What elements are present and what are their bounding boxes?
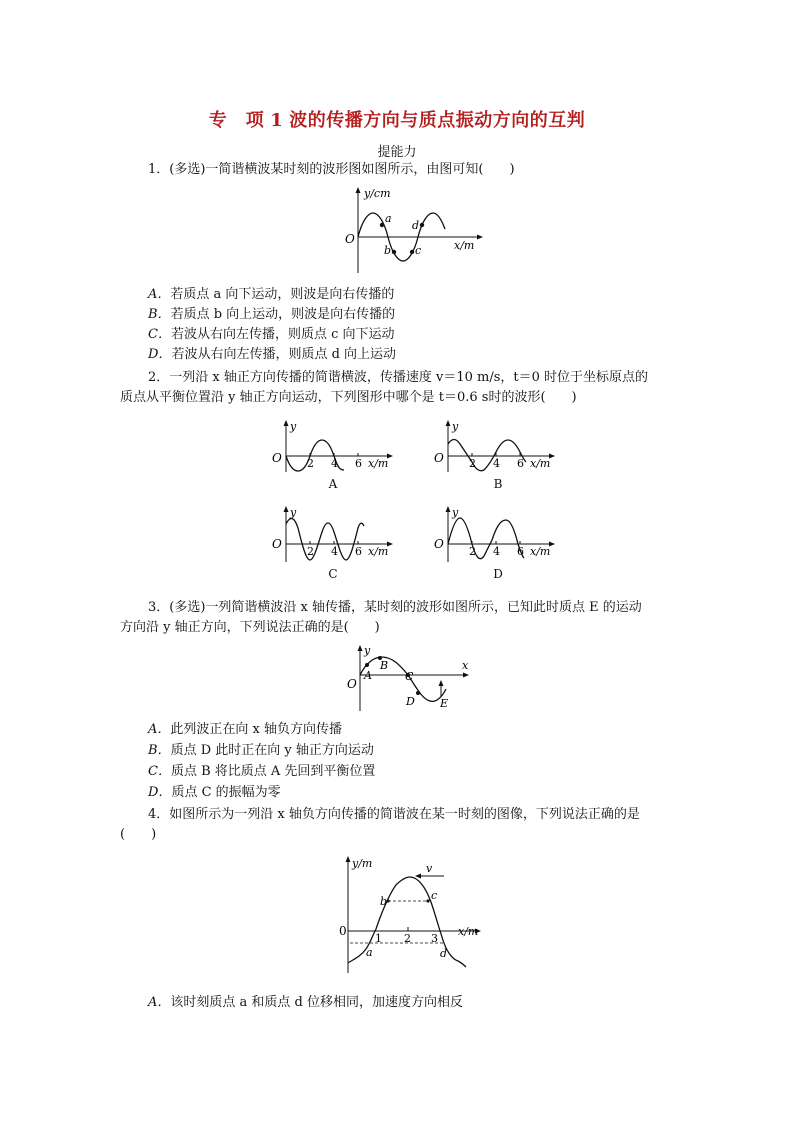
q3-figure xyxy=(342,643,474,713)
label-d: d xyxy=(440,947,448,960)
point-a xyxy=(380,223,384,227)
svg-text:x/m: x/m xyxy=(368,457,389,470)
svg-text:O: O xyxy=(272,537,282,551)
q1-stem: 1．(多选)一简谐横波某时刻的波形图如图所示，由图可知( ) xyxy=(148,162,515,177)
q3-stem-line1: 3．(多选)一列简谐横波沿 x 轴传播，某时刻的波形如图所示，已知此时质点 E 的运动 xyxy=(148,600,642,615)
q1-option-a: A．若质点 a 向下运动，则波是向右传播的 xyxy=(148,287,395,302)
label-a: a xyxy=(385,212,392,225)
q1-option-d: D．若波从右向左传播，则质点 d 向上运动 xyxy=(148,347,397,362)
q4-option-a: A．该时刻质点 a 和质点 d 位移相同，加速度方向相反 xyxy=(148,995,463,1010)
label-c: c xyxy=(415,244,422,257)
label-A: A xyxy=(364,669,372,682)
svg-text:3: 3 xyxy=(431,932,438,945)
label-B: B xyxy=(380,659,389,672)
q1-origin: O xyxy=(345,232,355,246)
q2-stem-line1: 2．一列沿 x 轴正方向传播的简谐横波，传播速度 v＝10 m/s，t＝0 时位于坐标原点的 xyxy=(148,370,649,385)
svg-text:6: 6 xyxy=(355,545,362,558)
title-main: 波的传播方向与质点振动方向的互判 xyxy=(289,110,586,131)
svg-text:6: 6 xyxy=(517,545,524,558)
svg-text:x: x xyxy=(462,659,469,672)
label-D: D xyxy=(406,695,415,708)
label-E: E xyxy=(440,697,449,710)
svg-text:4: 4 xyxy=(493,545,500,558)
q2-figure-c xyxy=(268,504,398,564)
q2-caption-a: A xyxy=(328,477,338,491)
q2-stem-line2: 质点从平衡位置沿 y 轴正方向运动，下列图形中哪个是 t＝0.6 s时的波形( ) xyxy=(120,390,577,405)
svg-text:6: 6 xyxy=(355,457,362,470)
point-d xyxy=(420,223,424,227)
q1-figure xyxy=(340,185,490,277)
q2-figure-a xyxy=(268,418,398,474)
label-C: C xyxy=(405,670,414,683)
q1-ylabel: y/cm xyxy=(364,187,391,200)
q3-option-b: B．质点 D 此时正在向 y 轴正方向运动 xyxy=(148,743,374,758)
label-c: c xyxy=(431,889,438,902)
point-c xyxy=(410,250,414,254)
svg-text:4: 4 xyxy=(331,545,338,558)
svg-text:2: 2 xyxy=(307,545,314,558)
q4-figure xyxy=(338,853,488,975)
q2-caption-d: D xyxy=(493,567,503,581)
svg-text:2: 2 xyxy=(469,545,476,558)
label-a: a xyxy=(366,946,373,959)
velocity-label: v xyxy=(426,862,433,875)
svg-text:6: 6 xyxy=(517,457,524,470)
q1-xlabel: x/m xyxy=(454,239,475,252)
q4-stem-line1: 4．如图所示为一列沿 x 轴负方向传播的简谐波在某一时刻的图像，下列说法正确的是 xyxy=(148,807,640,822)
svg-text:y/m: y/m xyxy=(352,857,373,870)
svg-text:4: 4 xyxy=(331,457,338,470)
svg-text:x/m: x/m xyxy=(530,457,551,470)
q2-figure-d xyxy=(430,504,560,564)
svg-text:O: O xyxy=(347,677,357,691)
q3-option-a: A．此列波正在向 x 轴负方向传播 xyxy=(148,722,342,737)
svg-text:x/m: x/m xyxy=(530,545,551,558)
svg-text:y: y xyxy=(452,420,459,433)
q2-caption-b: B xyxy=(493,477,503,491)
svg-text:O: O xyxy=(434,451,444,465)
q3-stem-line2: 方向沿 y 轴正方向，下列说法正确的是( ) xyxy=(120,620,380,635)
q2-figure-b xyxy=(430,418,560,474)
q1-option-c: C．若波从右向左传播，则质点 c 向下运动 xyxy=(148,327,395,342)
label-b: b xyxy=(380,895,388,908)
q2-caption-c: C xyxy=(328,567,338,581)
svg-text:y: y xyxy=(452,506,459,519)
point-b xyxy=(392,250,396,254)
svg-text:2: 2 xyxy=(469,457,476,470)
q3-option-d: D．质点 C 的振幅为零 xyxy=(148,785,281,800)
svg-text:y: y xyxy=(290,506,297,519)
label-d: d xyxy=(412,219,420,232)
q1-option-b: B．若质点 b 向上运动，则波是向右传播的 xyxy=(148,307,396,322)
svg-text:O: O xyxy=(272,451,282,465)
q4-stem-line2: ( ) xyxy=(120,827,157,842)
svg-text:4: 4 xyxy=(493,457,500,470)
svg-text:O: O xyxy=(434,537,444,551)
svg-text:x/m: x/m xyxy=(458,925,479,938)
q3-option-c: C．质点 B 将比质点 A 先回到平衡位置 xyxy=(148,764,376,779)
svg-text:2: 2 xyxy=(307,457,314,470)
section-subtitle: 提能力 xyxy=(377,145,417,160)
title-prefix: 专 项 xyxy=(208,110,265,131)
svg-text:x/m: x/m xyxy=(368,545,389,558)
page-title xyxy=(0,106,794,132)
svg-text:2: 2 xyxy=(404,932,411,945)
svg-text:1: 1 xyxy=(375,932,382,945)
svg-text:y: y xyxy=(364,644,371,657)
title-number: 1 xyxy=(270,110,284,131)
label-b: b xyxy=(384,244,392,257)
svg-text:y: y xyxy=(290,420,297,433)
svg-text:0: 0 xyxy=(339,924,347,938)
